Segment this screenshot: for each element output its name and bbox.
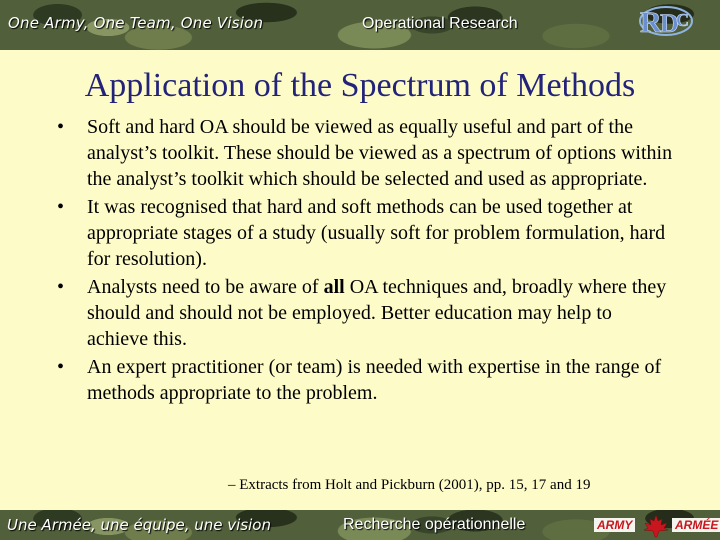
bullet-item xyxy=(57,194,677,272)
footer-bar xyxy=(0,510,720,540)
svg-text:D: D xyxy=(660,9,679,38)
header-section-title: Operational Research xyxy=(362,15,518,32)
armee-wordmark: ARMÉE xyxy=(672,518,720,532)
army-wordmark: ARMY xyxy=(594,518,635,532)
bullet-marker: • xyxy=(57,276,65,298)
svg-text:C: C xyxy=(676,10,689,30)
bullet-text: Soft and hard OA should be viewed as equally useful and part of the analyst’s toolkit. These should be viewed as a spectrum of options within the analyst’s toolkit which should be selected and used as appropriate. xyxy=(87,116,673,190)
bullet-item xyxy=(57,274,677,352)
bullet-marker: • xyxy=(57,196,65,218)
bullet-text: Analysts need to be aware of xyxy=(87,276,324,298)
rdc-logo-icon xyxy=(634,2,694,40)
bullet-marker: • xyxy=(57,356,65,378)
svg-text:R: R xyxy=(640,6,662,39)
bullet-list xyxy=(57,114,677,408)
footer-motto: Une Armée, une équipe, une vision xyxy=(7,516,271,534)
header-bar xyxy=(0,0,720,50)
bullet-text: An expert practitioner (or team) is needed with expertise in the range of methods appropriate to the problem. xyxy=(87,356,662,404)
bullet-text: It was recognised that hard and soft methods can be used together at appropriate stages of a study (usually soft for problem formulation, hard for resolution). xyxy=(87,196,666,270)
header-motto: One Army, One Team, One Vision xyxy=(8,14,264,32)
bullet-item xyxy=(57,114,677,192)
maple-leaf-icon xyxy=(643,514,669,538)
slide-title: Application of the Spectrum of Methods xyxy=(84,67,636,104)
bullet-item xyxy=(57,354,677,406)
slide-content xyxy=(0,50,720,510)
citation: – Extracts from Holt and Pickburn (2001), pp. 15, 17 and 19 xyxy=(228,477,591,493)
bullet-emphasis: all xyxy=(323,276,345,298)
bullet-text: OA techniques and, broadly where they should and should not be employed. Better education may help to achieve this. xyxy=(87,276,667,350)
footer-section-title: Recherche opérationnelle xyxy=(343,516,526,533)
bullet-marker: • xyxy=(57,116,65,138)
